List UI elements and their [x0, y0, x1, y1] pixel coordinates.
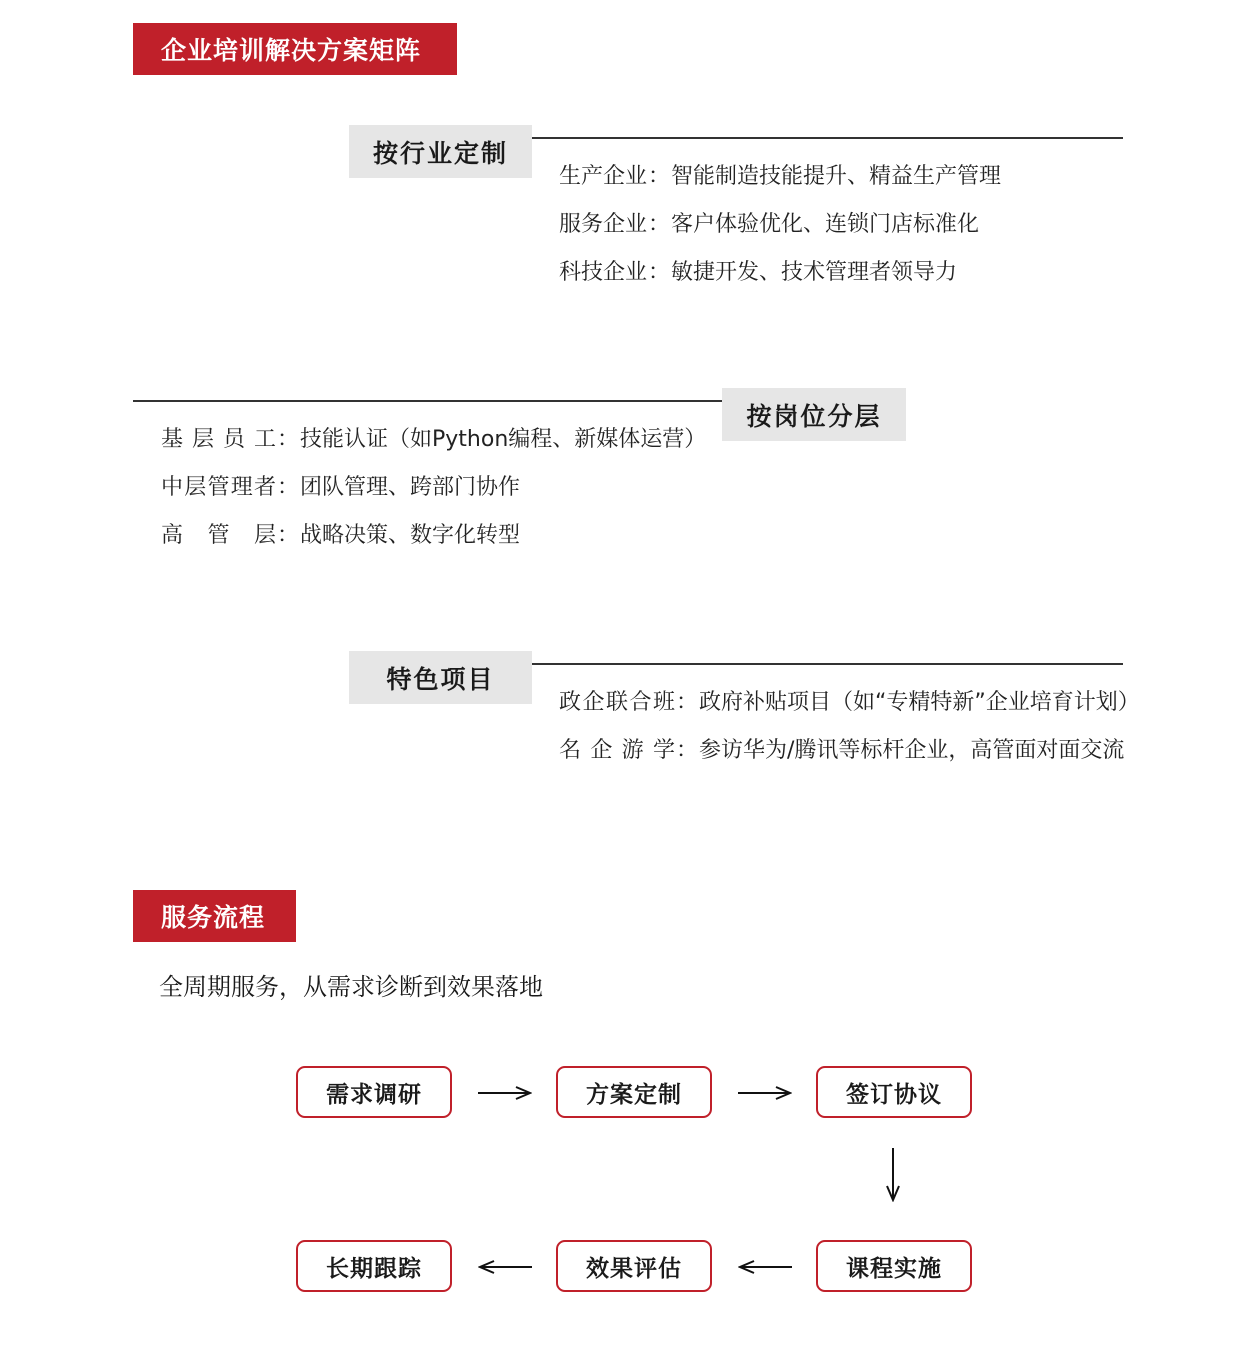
item-key: 政企联合班	[559, 689, 675, 715]
step-agreement: 签订协议	[816, 1066, 972, 1118]
divider-line	[532, 663, 1123, 665]
list-item	[161, 469, 520, 501]
item-separator: ：	[276, 426, 299, 452]
item-key: 中层管理者	[161, 474, 276, 500]
item-value: 智能制造技能提升、精益生产管理	[671, 163, 1002, 189]
item-key: 生产企业	[559, 163, 648, 189]
item-separator: ：	[648, 259, 671, 285]
item-separator: ：	[276, 522, 299, 548]
arrow-right-icon	[478, 1083, 532, 1103]
item-separator: ：	[675, 737, 698, 763]
item-separator: ：	[648, 211, 671, 237]
item-value: 政府补贴项目（如“专精特新”企业培育计划）	[699, 689, 1140, 715]
list-item	[559, 158, 1001, 190]
item-value: 技能认证（如Python编程、新媒体运营）	[300, 426, 707, 452]
item-value: 战略决策、数字化转型	[300, 522, 521, 548]
list-item	[559, 206, 979, 238]
list-item	[559, 732, 1124, 764]
divider-line	[532, 137, 1123, 139]
process-subtitle: 全周期服务，从需求诊断到效果落地	[159, 973, 543, 1001]
arrow-left-icon	[738, 1257, 792, 1277]
item-key: 服务企业	[559, 211, 648, 237]
arrow-down-icon	[883, 1148, 903, 1202]
item-key: 高管层	[161, 522, 276, 548]
item-key: 科技企业	[559, 259, 648, 285]
item-separator: ：	[675, 689, 698, 715]
category-special: 特色项目	[349, 651, 532, 704]
list-item	[161, 517, 520, 549]
list-item	[559, 684, 1140, 716]
item-separator: ：	[648, 163, 671, 189]
item-value: 敏捷开发、技术管理者领导力	[671, 259, 958, 285]
divider-line	[133, 400, 722, 402]
step-evaluation: 效果评估	[556, 1240, 712, 1292]
item-key: 基层员工	[161, 426, 276, 452]
step-tracking: 长期跟踪	[296, 1240, 452, 1292]
item-value: 参访华为/腾讯等标杆企业，高管面对面交流	[699, 737, 1125, 763]
category-position: 按岗位分层	[722, 388, 906, 441]
list-item	[161, 421, 706, 453]
arrow-left-icon	[478, 1257, 532, 1277]
step-implementation: 课程实施	[816, 1240, 972, 1292]
item-key: 名企游学	[559, 737, 675, 763]
step-plan: 方案定制	[556, 1066, 712, 1118]
section-title-process: 服务流程	[133, 890, 296, 942]
arrow-right-icon	[738, 1083, 792, 1103]
list-item	[559, 254, 957, 286]
item-value: 客户体验优化、连锁门店标准化	[671, 211, 980, 237]
category-industry: 按行业定制	[349, 125, 532, 178]
step-research: 需求调研	[296, 1066, 452, 1118]
item-separator: ：	[276, 474, 299, 500]
item-value: 团队管理、跨部门协作	[300, 474, 521, 500]
section-title-matrix: 企业培训解决方案矩阵	[133, 23, 457, 75]
